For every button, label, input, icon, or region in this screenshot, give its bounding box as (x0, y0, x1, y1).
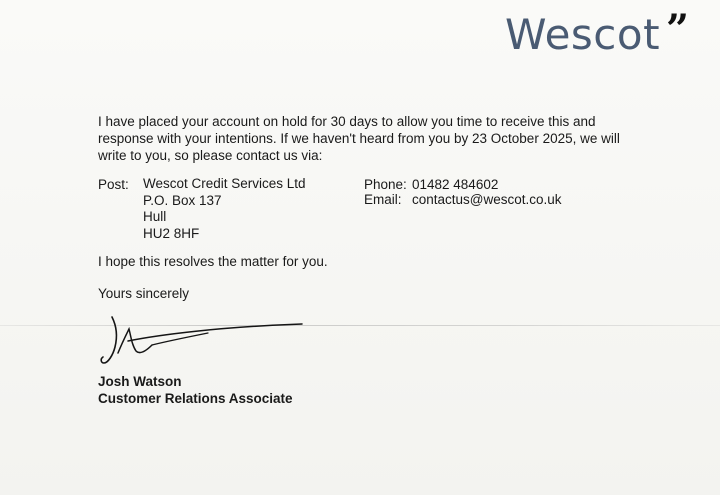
signatory-name: Josh Watson (98, 374, 182, 389)
wescot-logo (505, 6, 690, 59)
email-label: Email: (364, 192, 402, 207)
body-paragraph (98, 113, 658, 164)
closing-salutation: Yours sincerely (98, 286, 190, 301)
handwritten-signature (98, 313, 308, 369)
body-line: write to you, so please contact us via: (98, 148, 323, 163)
body-line: I have placed your account on hold for 30 days to allow you time to receive this and (98, 114, 596, 129)
postal-address (143, 176, 306, 242)
resolve-sentence: I hope this resolves the matter for you. (98, 254, 328, 269)
address-line: HU2 8HF (143, 225, 200, 241)
address-line: P.O. Box 137 (143, 192, 222, 208)
phone-number: 01482 484602 (412, 177, 499, 192)
address-line: Wescot Credit Services Ltd (143, 176, 306, 191)
logo-text: Wescot (505, 10, 661, 59)
post-label: Post: (98, 177, 129, 192)
email-address: contactus@wescot.co.uk (412, 192, 562, 207)
signatory-title: Customer Relations Associate (98, 391, 293, 406)
logo-quote-mark: ” (666, 6, 690, 53)
address-line: Hull (143, 209, 167, 224)
phone-label: Phone: (364, 177, 407, 192)
body-line: response with your intentions. If we haven't heard from you by 23 October 2025, we will (98, 131, 620, 146)
